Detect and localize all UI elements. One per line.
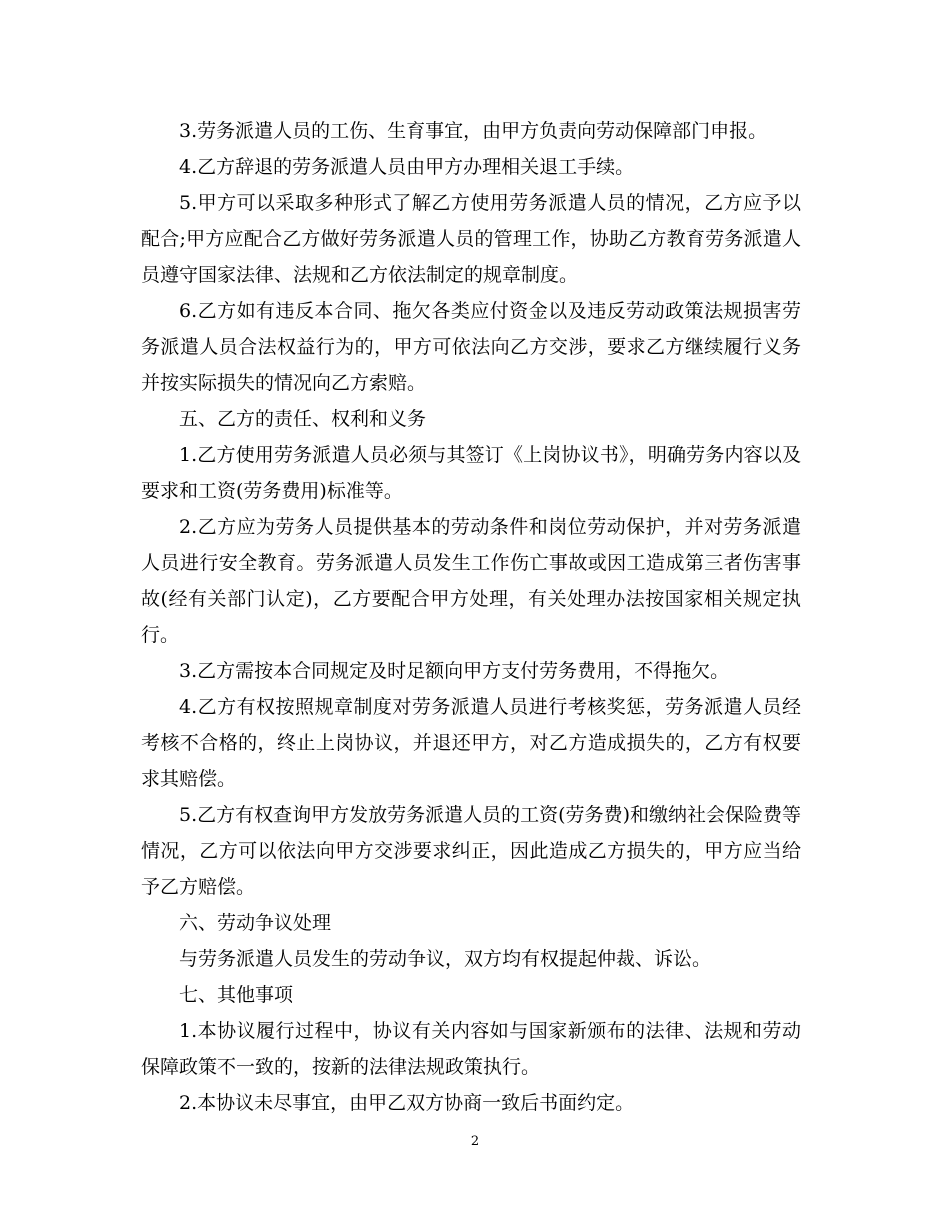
paragraph-unresolved-matters: 2.本协议未尽事宜，由甲乙双方协商一致后书面约定。 [179,1092,635,1114]
paragraph-cooperation: 5.甲方可以采取多种形式了解乙方使用劳务派遣人员的情况，乙方应予以配合;甲方应配合乙方做好劳务派遣人员的管理工作，协助乙方教育劳务派遣人员遵守国家法律、法规和乙方依法制定的规章制度。 [141,192,801,286]
section-heading-party-b-duties: 五、乙方的责任、权利和义务 [179,408,427,430]
paragraph-work-injury: 3.劳务派遣人员的工伤、生育事宜，由甲方负责向劳动保障部门申报。 [179,120,768,142]
section-heading-labor-disputes: 六、劳动争议处理 [179,912,332,934]
paragraph-agreement-signing: 1.乙方使用劳务派遣人员必须与其签订《上岗协议书》，明确劳务内容以及要求和工资(劳务费用)标准等。 [141,444,801,502]
section-heading-other-matters: 七、其他事项 [179,984,294,1006]
paragraph-assessment: 4.乙方有权按照规章制度对劳务派遣人员进行考核奖惩，劳务派遣人员经考核不合格的，终止上岗协议，并退还甲方，对乙方造成损失的，乙方有权要求其赔偿。 [141,696,801,790]
paragraph-wage-inquiry: 5.乙方有权查询甲方发放劳务派遣人员的工资(劳务费)和缴纳社会保险费等情况，乙方可以依法向甲方交涉要求纠正，因此造成乙方损失的，甲方应当给予乙方赔偿。 [141,804,801,898]
paragraph-breach-claim: 6.乙方如有违反本合同、拖欠各类应付资金以及违反劳动政策法规损害劳务派遣人员合法权益行为的，甲方可依法向乙方交涉，要求乙方继续履行义务并按实际损失的情况向乙方索赔。 [141,300,801,394]
paragraph-labor-protection: 2.乙方应为劳务人员提供基本的劳动条件和岗位劳动保护，并对劳务派遣人员进行安全教育。劳务派遣人员发生工作伤亡事故或因工造成第三者伤害事故(经有关部门认定)，乙方要配合甲方处理，有关处理办法按国家相关规定执行。 [141,516,801,646]
page-number: 2 [470,1134,480,1149]
paragraph-arbitration: 与劳务派遣人员发生的劳动争议，双方均有权提起仲裁、诉讼。 [179,948,712,970]
paragraph-new-regulations: 1.本协议履行过程中，协议有关内容如与国家新颁布的法律、法规和劳动保障政策不一致的，按新的法律法规政策执行。 [141,1020,801,1078]
paragraph-dismissal: 4.乙方辞退的劳务派遣人员由甲方办理相关退工手续。 [179,156,635,178]
document-body [141,113,801,1121]
paragraph-payment: 3.乙方需按本合同规定及时足额向甲方支付劳务费用，不得拖欠。 [179,660,730,682]
